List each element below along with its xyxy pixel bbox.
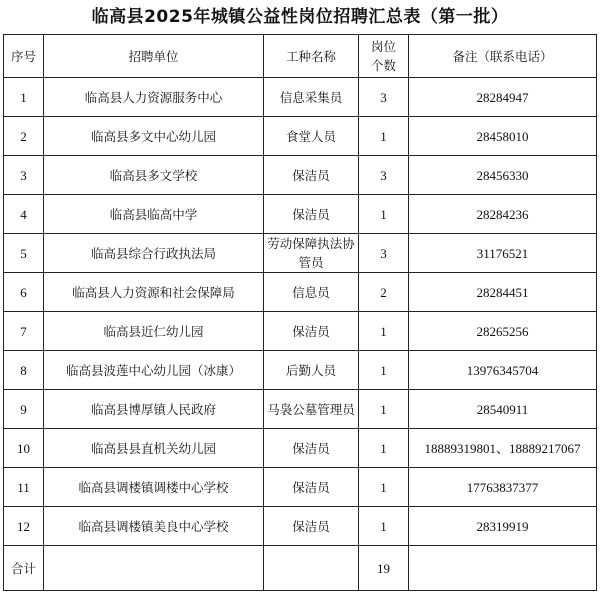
table-row bbox=[4, 468, 597, 507]
table-row bbox=[4, 429, 597, 468]
cell-unit: 临高县综合行政执法局 bbox=[44, 234, 264, 273]
page-title: 临高县2025年城镇公益性岗位招聘汇总表（第一批） bbox=[91, 7, 509, 27]
cell-count: 3 bbox=[359, 234, 409, 273]
table-row bbox=[4, 156, 597, 195]
cell-no: 3 bbox=[4, 156, 44, 195]
cell-unit: 临高县县直机关幼儿园 bbox=[44, 429, 264, 468]
table-row bbox=[4, 234, 597, 273]
cell-note: 31176521 bbox=[409, 234, 597, 273]
cell-count: 1 bbox=[359, 195, 409, 234]
header-count bbox=[359, 35, 409, 78]
cell-count: 1 bbox=[359, 351, 409, 390]
cell-unit: 临高县多文学校 bbox=[44, 156, 264, 195]
cell-no: 7 bbox=[4, 312, 44, 351]
cell-no: 11 bbox=[4, 468, 44, 507]
cell-count: 1 bbox=[359, 390, 409, 429]
total-label: 合计 bbox=[4, 546, 44, 591]
cell-note: 17763837377 bbox=[409, 468, 597, 507]
cell-no: 2 bbox=[4, 117, 44, 156]
cell-note: 28458010 bbox=[409, 117, 597, 156]
cell-unit: 临高县人力资源服务中心 bbox=[44, 78, 264, 117]
cell-note: 28284451 bbox=[409, 273, 597, 312]
cell-no: 9 bbox=[4, 390, 44, 429]
cell-note: 13976345704 bbox=[409, 351, 597, 390]
cell-no: 10 bbox=[4, 429, 44, 468]
cell-count: 2 bbox=[359, 273, 409, 312]
cell-no: 1 bbox=[4, 78, 44, 117]
table-row bbox=[4, 351, 597, 390]
cell-unit: 临高县临高中学 bbox=[44, 195, 264, 234]
cell-note: 28456330 bbox=[409, 156, 597, 195]
cell-job: 劳动保障执法协管员 bbox=[264, 234, 359, 273]
table-row bbox=[4, 117, 597, 156]
cell-job: 信息采集员 bbox=[264, 78, 359, 117]
cell-count: 1 bbox=[359, 507, 409, 546]
cell-count: 3 bbox=[359, 156, 409, 195]
cell-job: 马袅公墓管理员 bbox=[264, 390, 359, 429]
cell-job: 保洁员 bbox=[264, 507, 359, 546]
cell-no: 6 bbox=[4, 273, 44, 312]
cell-unit: 临高县调楼镇调楼中心学校 bbox=[44, 468, 264, 507]
cell-no: 4 bbox=[4, 195, 44, 234]
table-row bbox=[4, 195, 597, 234]
cell-job: 保洁员 bbox=[264, 195, 359, 234]
cell-job: 保洁员 bbox=[264, 429, 359, 468]
cell-no: 5 bbox=[4, 234, 44, 273]
cell-unit: 临高县调楼镇美良中心学校 bbox=[44, 507, 264, 546]
header-job: 工种名称 bbox=[264, 35, 359, 78]
cell-count: 1 bbox=[359, 468, 409, 507]
cell-job: 信息员 bbox=[264, 273, 359, 312]
table-row bbox=[4, 312, 597, 351]
cell-count: 1 bbox=[359, 312, 409, 351]
cell-no: 12 bbox=[4, 507, 44, 546]
cell-unit: 临高县波莲中心幼儿园（冰康） bbox=[44, 351, 264, 390]
cell-count: 1 bbox=[359, 429, 409, 468]
cell-unit: 临高县博厚镇人民政府 bbox=[44, 390, 264, 429]
cell-job: 保洁员 bbox=[264, 156, 359, 195]
cell-note: 28265256 bbox=[409, 312, 597, 351]
cell-job: 保洁员 bbox=[264, 468, 359, 507]
cell-count: 3 bbox=[359, 78, 409, 117]
cell-note: 28319919 bbox=[409, 507, 597, 546]
cell-job: 保洁员 bbox=[264, 312, 359, 351]
cell-note: 28284236 bbox=[409, 195, 597, 234]
header-no: 序号 bbox=[4, 35, 44, 78]
table-row bbox=[4, 507, 597, 546]
table-header-row bbox=[4, 35, 597, 78]
cell-unit: 临高县多文中心幼儿园 bbox=[44, 117, 264, 156]
cell-note: 18889319801、18889217067 bbox=[409, 429, 597, 468]
cell-job: 后勤人员 bbox=[264, 351, 359, 390]
total-row bbox=[4, 546, 597, 591]
cell-unit: 临高县近仁幼儿园 bbox=[44, 312, 264, 351]
cell-note: 28540911 bbox=[409, 390, 597, 429]
total-empty-job bbox=[264, 546, 359, 591]
table-row bbox=[4, 78, 597, 117]
header-unit: 招聘单位 bbox=[44, 35, 264, 78]
cell-count: 1 bbox=[359, 117, 409, 156]
cell-no: 8 bbox=[4, 351, 44, 390]
table-row bbox=[4, 273, 597, 312]
cell-note: 28284947 bbox=[409, 78, 597, 117]
total-empty-unit bbox=[44, 546, 264, 591]
header-count-line1: 岗位 bbox=[370, 39, 396, 54]
recruitment-table bbox=[3, 34, 597, 591]
total-empty-note bbox=[409, 546, 597, 591]
cell-unit: 临高县人力资源和社会保障局 bbox=[44, 273, 264, 312]
header-note: 备注（联系电话） bbox=[409, 35, 597, 78]
total-count: 19 bbox=[359, 546, 409, 591]
header-count-line2: 个数 bbox=[370, 58, 396, 73]
table-row bbox=[4, 390, 597, 429]
cell-job: 食堂人员 bbox=[264, 117, 359, 156]
